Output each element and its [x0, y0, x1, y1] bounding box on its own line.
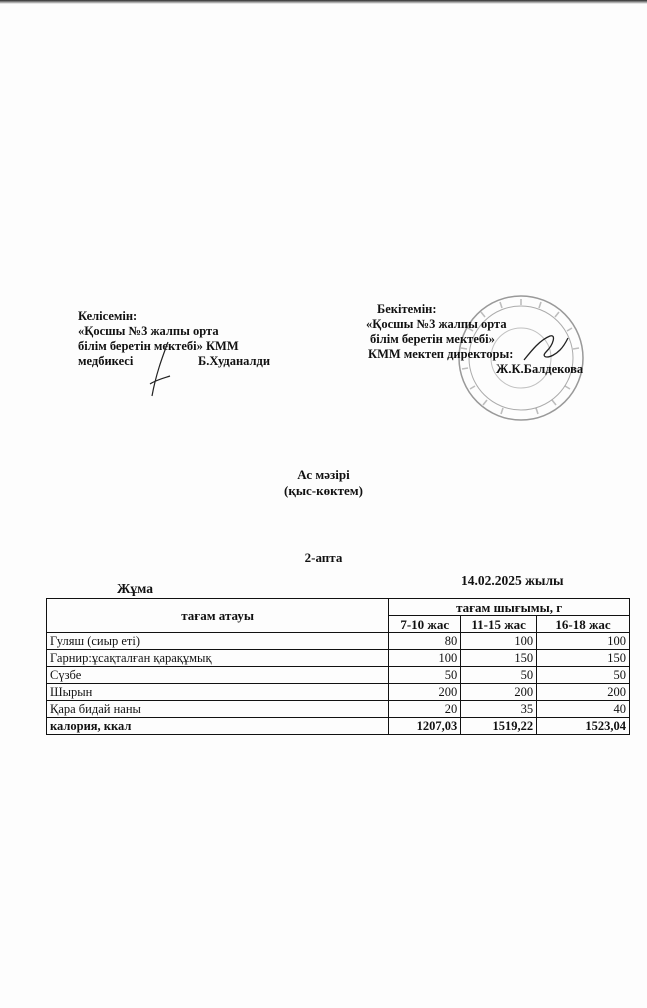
table-header-row [47, 599, 630, 616]
approval-left-line1: «Қосшы №3 жалпы орта [78, 324, 219, 338]
date-label: 14.02.2025 жылы [461, 573, 564, 588]
approval-right-line1: «Қосшы №3 жалпы орта [366, 317, 507, 331]
dish-value: 200 [461, 684, 537, 701]
approval-left-line3 [78, 354, 298, 369]
dish-value: 80 [389, 633, 461, 650]
table-row [47, 633, 630, 650]
header-yield: тағам шығымы, г [389, 599, 630, 616]
approval-right-name: Ж.К.Балдекова [496, 362, 584, 376]
dish-value: 150 [537, 650, 630, 667]
total-value: 1207,03 [389, 718, 461, 735]
approval-left-name: Б.Худаналди [198, 354, 271, 368]
approval-left [78, 309, 298, 369]
menu-title: Ас мәзірі [297, 467, 350, 482]
day-label: Жұма [117, 581, 153, 596]
approval-right [366, 302, 583, 377]
menu-table [46, 598, 630, 735]
dish-value: 200 [389, 684, 461, 701]
dish-name: Қара бидай наны [47, 701, 389, 718]
total-label: калория, ккал [47, 718, 389, 735]
dish-name: Сүзбе [47, 667, 389, 684]
signature-left-icon [140, 340, 180, 400]
approval-right-line2: білім беретін мектебі» [370, 332, 495, 346]
dish-value: 100 [461, 633, 537, 650]
dish-value: 35 [461, 701, 537, 718]
dish-name: Гарнир:ұсақталған қарақұмық [47, 650, 389, 667]
header-age-2: 11-15 жас [461, 616, 537, 633]
dish-value: 50 [461, 667, 537, 684]
dish-name: Гуляш (сиыр еті) [47, 633, 389, 650]
header-dish: тағам атауы [47, 599, 389, 633]
dish-value: 100 [389, 650, 461, 667]
approval-right-line3: КММ мектеп директоры: [368, 347, 514, 361]
dish-value: 50 [537, 667, 630, 684]
approval-right-heading: Бекітемін: [377, 302, 437, 316]
table-row [47, 650, 630, 667]
dish-value: 20 [389, 701, 461, 718]
dish-value: 100 [537, 633, 630, 650]
total-value: 1523,04 [537, 718, 630, 735]
table-row [47, 684, 630, 701]
header-age-1: 7-10 жас [389, 616, 461, 633]
dish-value: 40 [537, 701, 630, 718]
menu-subtitle: (қыс-көктем) [284, 483, 363, 498]
header-age-3: 16-18 жас [537, 616, 630, 633]
week-label: 2-апта [304, 550, 343, 565]
approval-left-line2: білім беретін мектебі» КММ [78, 339, 239, 353]
approval-left-heading: Келісемін: [78, 309, 138, 323]
dish-name: Шырын [47, 684, 389, 701]
dish-value: 150 [461, 650, 537, 667]
total-value: 1519,22 [461, 718, 537, 735]
dish-value: 50 [389, 667, 461, 684]
approval-left-role: медбикесі [78, 354, 134, 368]
table-row [47, 701, 630, 718]
scan-top-edge [0, 0, 647, 4]
dish-value: 200 [537, 684, 630, 701]
menu-title-block [0, 467, 647, 499]
table-total-row [47, 718, 630, 735]
table-row [47, 667, 630, 684]
